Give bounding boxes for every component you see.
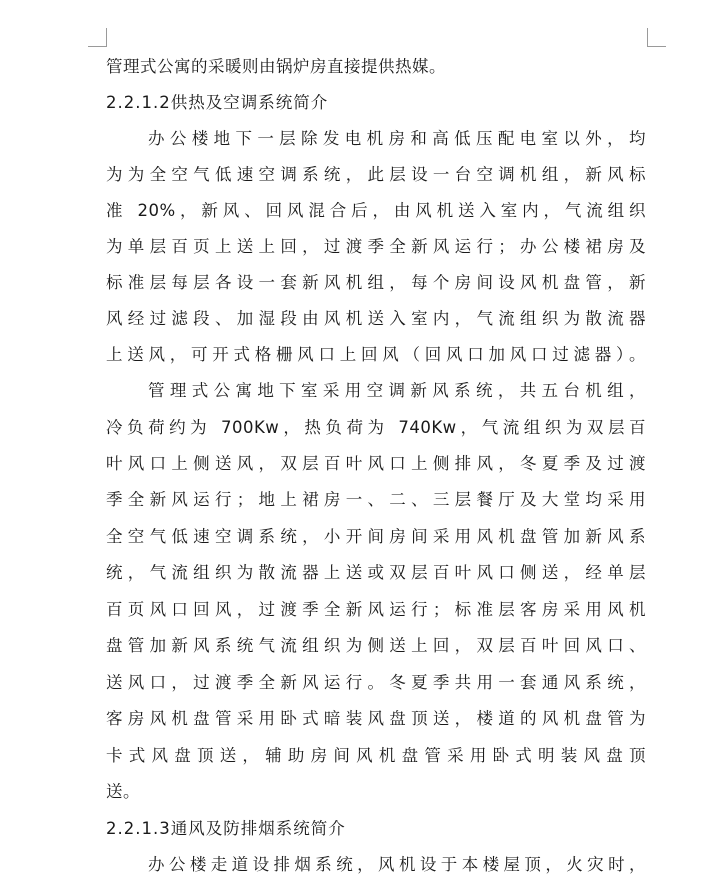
crop-mark-right [647, 28, 666, 47]
paragraph-line: 季全新风运行；地上裙房一、二、三层餐厅及大堂均采用 [106, 490, 646, 509]
paragraph-line: 客房风机盘管采用卧式暗装风盘顶送，楼道的风机盘管为 [106, 709, 646, 728]
paragraph-line: 叶风口上侧送风，双层百叶风口上侧排风，冬夏季及过渡 [106, 454, 646, 473]
paragraph-line: 上送风，可开式格栅风口上回风（回风口加风口过滤器）。 [106, 345, 646, 364]
paragraph-line: 办公楼走道设排烟系统，风机设于本楼屋顶，火灾时， [148, 855, 646, 874]
paragraph-line: 卡式风盘顶送，辅助房间风机盘管采用卧式明装风盘顶 [106, 746, 646, 765]
paragraph-line: 统，气流组织为散流器上送或双层百叶风口侧送，经单层 [106, 563, 646, 582]
paragraph-line: 风经过滤段、加湿段由风机送入室内，气流组织为散流器 [106, 309, 646, 328]
paragraph-line: 标准层每层各设一套新风机组，每个房间设风机盘管，新 [106, 273, 646, 292]
paragraph-line: 全空气低速空调系统，小开间房间采用风机盘管加新风系 [106, 527, 646, 546]
paragraph-line: 为单层百页上送上回，过渡季全新风运行；办公楼裙房及 [106, 237, 646, 256]
intro-line: 管理式公寓的采暖则由锅炉房直接提供热媒。 [106, 57, 446, 76]
section-heading-2-2-1-3: 2.2.1.3通风及防排烟系统简介 [106, 819, 346, 838]
paragraph-line: 管理式公寓地下室采用空调新风系统，共五台机组， [148, 381, 646, 400]
paragraph-line: 冷负荷约为 700Kw，热负荷为 740Kw，气流组织为双层百 [106, 418, 646, 437]
paragraph-line: 办公楼地下一层除发电机房和高低压配电室以外，均 [148, 129, 646, 148]
paragraph-line: 百页风口回风，过渡季全新风运行；标准层客房采用风机 [106, 600, 646, 619]
paragraph-line: 送风口，过渡季全新风运行。冬夏季共用一套通风系统， [106, 673, 646, 692]
crop-mark-left [88, 28, 107, 47]
paragraph-line: 为为全空气低速空调系统，此层设一台空调机组，新风标 [106, 165, 646, 184]
paragraph-line: 送。 [106, 782, 140, 801]
paragraph-line: 盘管加新风系统气流组织为侧送上回，双层百叶回风口、 [106, 636, 646, 655]
section-heading-2-2-1-2: 2.2.1.2供热及空调系统简介 [106, 93, 329, 112]
paragraph-line: 准 20%，新风、回风混合后，由风机送入室内，气流组织 [106, 201, 646, 220]
